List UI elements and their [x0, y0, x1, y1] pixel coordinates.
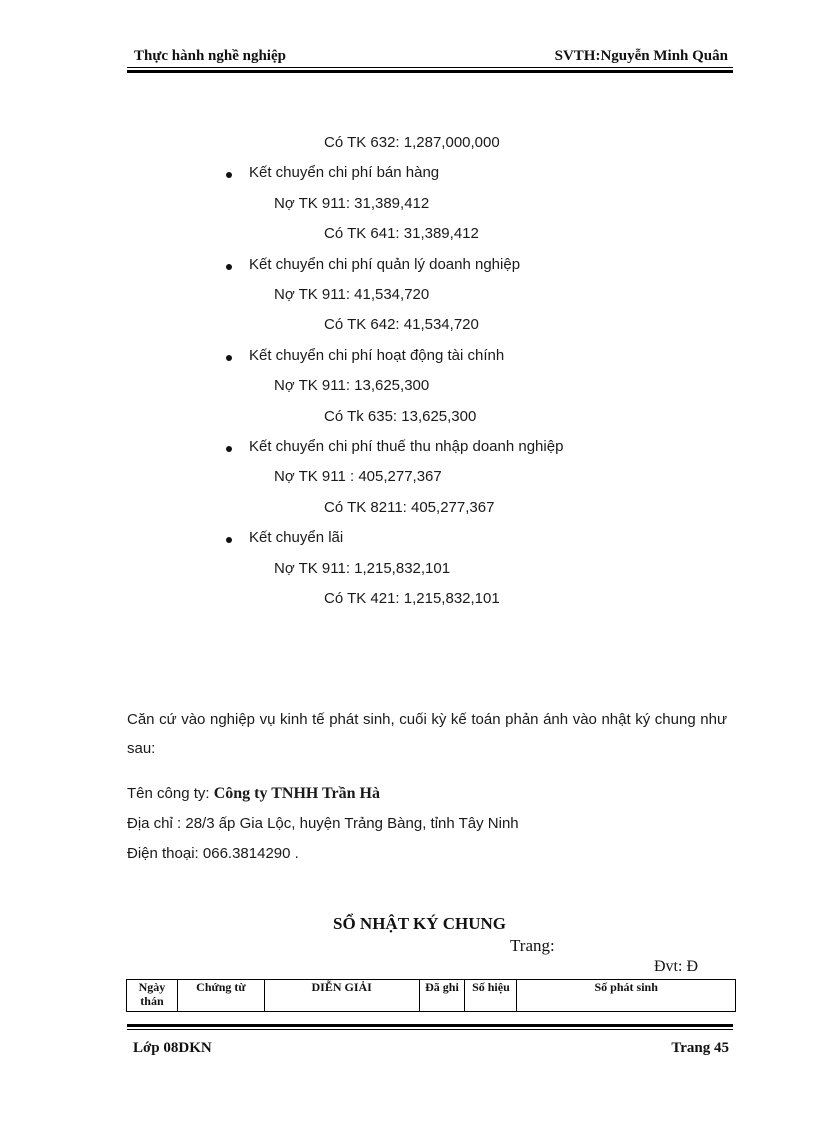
bullet-dot [226, 355, 232, 361]
debit-entry: Nợ TK 911: 41,534,720 [274, 286, 430, 303]
col-amount: Số phát sinh [517, 980, 736, 1012]
debit-entry: Nợ TK 911: 31,389,412 [274, 194, 430, 212]
entry-heading: Kết chuyển chi phí quản lý doanh nghiệp [249, 255, 521, 273]
col-voucher: Chứng từ [177, 980, 264, 1012]
bullet-dot [226, 172, 232, 178]
entry-heading: Kết chuyển lãi [249, 529, 344, 547]
footer-rule-thick [127, 1024, 733, 1027]
company-address: Địa chỉ : 28/3 ấp Gia Lộc, huyện Trảng Bàng, tỉnh Tây Ninh [127, 815, 519, 832]
credit-entry: Có TK 8211: 405,277,367 [324, 498, 495, 516]
entry-heading: Kết chuyển chi phí thuế thu nhập doanh nghiệp [249, 438, 564, 455]
header-rule-thin [127, 67, 733, 68]
footer-page-number: Trang 45 [671, 1040, 729, 1056]
credit-entry: Có TK 632: 1,287,000,000 [324, 134, 500, 151]
credit-entry: Có TK 641: 31,389,412 [324, 225, 479, 243]
debit-entry: Nợ TK 911: 13,625,300 [274, 377, 430, 395]
company-name-value: Công ty TNHH Trần Hà [213, 785, 380, 802]
intro-paragraph: Căn cứ vào nghiệp vụ kinh tế phát sinh, cuối kỳ kế toán phản ánh vào nhật ký chung như sau: [127, 711, 727, 757]
page-header [131, 48, 731, 68]
footer-class: Lớp 08DKN [133, 1040, 212, 1056]
credit-entry: Có TK 421: 1,215,832,101 [324, 590, 500, 607]
credit-entry: Có Tk 635: 13,625,300 [324, 407, 477, 425]
bullet-dot [226, 446, 232, 452]
entry-heading: Kết chuyển chi phí bán hàng [249, 164, 440, 182]
journal-title: SỔ NHẬT KÝ CHUNG [333, 914, 507, 933]
bullet-dot [226, 537, 232, 543]
footer-rule-thin [127, 1029, 733, 1030]
journal-header-row [127, 980, 736, 1012]
entry-heading: Kết chuyển chi phí hoạt động tài chính [249, 346, 505, 364]
journal-page-label: Trang: [510, 936, 555, 955]
journal-unit-label: Đvt: Đ [654, 958, 698, 975]
col-account-number: Số hiệu [465, 980, 517, 1012]
col-description: DIỄN GIẢI [264, 980, 419, 1012]
debit-entry: Nợ TK 911 : 405,277,367 [274, 468, 442, 486]
credit-entry: Có TK 642: 41,534,720 [324, 316, 479, 334]
company-name-line [127, 785, 380, 803]
company-phone: Điện thoại: 066.3814290 . [127, 845, 299, 862]
header-course-title: Thực hành nghề nghiệp [134, 48, 286, 64]
header-student-name: SVTH:Nguyễn Minh Quân [554, 48, 728, 64]
company-name-label: Tên công ty: [127, 785, 214, 802]
col-posted: Đã ghi [419, 980, 465, 1012]
header-rule-thick [127, 70, 733, 73]
journal-table [126, 979, 736, 1012]
bullet-dot [226, 264, 232, 270]
debit-entry: Nợ TK 911: 1,215,832,101 [274, 559, 451, 577]
col-date: Ngày thán [127, 980, 178, 1012]
